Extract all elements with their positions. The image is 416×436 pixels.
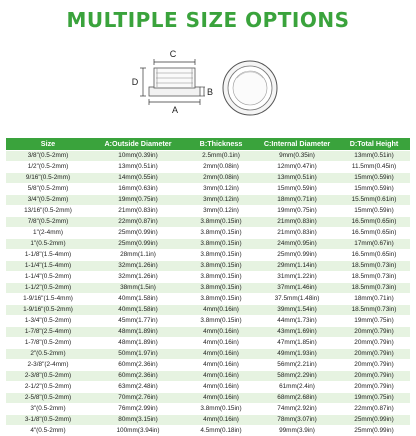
cell-outside-diameter: 22mm(0.87in): [90, 217, 186, 228]
cell-thickness: 2.5mm(0.1in): [186, 151, 256, 162]
cell-internal-diameter: 39mm(1.54in): [256, 305, 338, 316]
cell-outside-diameter: 100mm(3.94in): [90, 426, 186, 436]
cell-size: 1"(2-4mm): [6, 228, 90, 239]
cell-internal-diameter: 47mm(1.85in): [256, 338, 338, 349]
cell-thickness: 3mm(0.12in): [186, 206, 256, 217]
cell-total-height: 22mm(0.87in): [338, 404, 410, 415]
table-row: [6, 250, 410, 261]
cell-size: 2-5/8"(0.5-2mm): [6, 393, 90, 404]
cell-outside-diameter: 60mm(2.36in): [90, 360, 186, 371]
table-row: [6, 415, 410, 426]
table-row: [6, 272, 410, 283]
cell-size: 3-1/8"(0.5-2mm): [6, 415, 90, 426]
cell-total-height: 11.5mm(0.45in): [338, 162, 410, 173]
table-row: [6, 195, 410, 206]
cell-outside-diameter: 50mm(1.97in): [90, 349, 186, 360]
cell-outside-diameter: 38mm(1.5in): [90, 283, 186, 294]
cell-size: 1"(0.5-2mm): [6, 239, 90, 250]
cell-outside-diameter: 32mm(1.26in): [90, 261, 186, 272]
cell-thickness: 2mm(0.08in): [186, 162, 256, 173]
table-row: [6, 360, 410, 371]
cell-size: 2-3/8"(0.5-2mm): [6, 371, 90, 382]
cell-outside-diameter: 10mm(0.39in): [90, 151, 186, 162]
page-title: MULTIPLE SIZE OPTIONS: [0, 8, 416, 32]
table-row: [6, 426, 410, 436]
table-row: [6, 305, 410, 316]
cell-thickness: 3.8mm(0.15in): [186, 404, 256, 415]
cell-thickness: 4mm(0.16in): [186, 393, 256, 404]
cell-outside-diameter: 14mm(0.55in): [90, 173, 186, 184]
cell-outside-diameter: 45mm(1.77in): [90, 316, 186, 327]
cell-outside-diameter: 19mm(0.75in): [90, 195, 186, 206]
cell-size: 1-9/16"(1.5-4mm): [6, 294, 90, 305]
cell-internal-diameter: 21mm(0.83in): [256, 217, 338, 228]
table-row: [6, 239, 410, 250]
cell-outside-diameter: 48mm(1.89in): [90, 327, 186, 338]
table-row: [6, 393, 410, 404]
cell-internal-diameter: 37.5mm(1.48in): [256, 294, 338, 305]
cell-internal-diameter: 68mm(2.68in): [256, 393, 338, 404]
cell-internal-diameter: 74mm(2.92in): [256, 404, 338, 415]
cell-total-height: 18.5mm(0.73in): [338, 305, 410, 316]
table-row: [6, 162, 410, 173]
cell-thickness: 4mm(0.16in): [186, 371, 256, 382]
label-a: A: [172, 105, 178, 115]
cell-total-height: 20mm(0.79in): [338, 338, 410, 349]
cell-size: 2"(0.5-2mm): [6, 349, 90, 360]
cell-thickness: 3.8mm(0.15in): [186, 294, 256, 305]
cell-outside-diameter: 70mm(2.76in): [90, 393, 186, 404]
size-table: [6, 138, 410, 436]
cell-internal-diameter: 78mm(3.07in): [256, 415, 338, 426]
cell-size: 1-1/2"(0.5-2mm): [6, 283, 90, 294]
cell-total-height: 20mm(0.79in): [338, 382, 410, 393]
table-row: [6, 217, 410, 228]
cell-internal-diameter: 15mm(0.59in): [256, 184, 338, 195]
table-row: [6, 294, 410, 305]
cell-size: 5/8"(0.5-2mm): [6, 184, 90, 195]
cell-total-height: 16.5mm(0.65in): [338, 228, 410, 239]
cell-size: 1-1/4"(1.5-4mm): [6, 261, 90, 272]
cell-thickness: 3mm(0.12in): [186, 195, 256, 206]
cell-internal-diameter: 29mm(1.14in): [256, 261, 338, 272]
cell-outside-diameter: 80mm(3.15in): [90, 415, 186, 426]
header-outside-diameter: A:Outside Diameter: [90, 138, 186, 151]
cell-size: 3/8"(0.5-2mm): [6, 151, 90, 162]
cell-outside-diameter: 76mm(2.99in): [90, 404, 186, 415]
cell-total-height: 25mm(0.99in): [338, 415, 410, 426]
cell-thickness: 4.5mm(0.18in): [186, 426, 256, 436]
cell-total-height: 20mm(0.79in): [338, 371, 410, 382]
cell-outside-diameter: 16mm(0.63in): [90, 184, 186, 195]
label-c: C: [170, 49, 177, 59]
cell-size: 7/8"(0.5-2mm): [6, 217, 90, 228]
cell-total-height: 20mm(0.79in): [338, 360, 410, 371]
table-row: [6, 338, 410, 349]
cell-size: 3/4"(0.5-2mm): [6, 195, 90, 206]
cell-internal-diameter: 99mm(3.9in): [256, 426, 338, 436]
cell-internal-diameter: 56mm(2.21in): [256, 360, 338, 371]
cell-internal-diameter: 31mm(1.22in): [256, 272, 338, 283]
table-row: [6, 151, 410, 162]
cell-total-height: 18.5mm(0.73in): [338, 283, 410, 294]
cell-thickness: 3.8mm(0.15in): [186, 261, 256, 272]
cell-thickness: 4mm(0.16in): [186, 305, 256, 316]
cell-size: 1-1/4"(0.5-2mm): [6, 272, 90, 283]
label-b: B: [207, 87, 213, 97]
cell-size: 1-7/8"(0.5-2mm): [6, 338, 90, 349]
header-total-height: D:Total Height: [338, 138, 410, 151]
cell-internal-diameter: 43mm(1.69in): [256, 327, 338, 338]
cell-internal-diameter: 21mm(0.83in): [256, 228, 338, 239]
cell-thickness: 4mm(0.16in): [186, 360, 256, 371]
cell-thickness: 4mm(0.16in): [186, 327, 256, 338]
cell-total-height: 13mm(0.51in): [338, 151, 410, 162]
cell-total-height: 18.5mm(0.73in): [338, 261, 410, 272]
table-header: [6, 138, 410, 151]
cell-size: 9/16"(0.5-2mm): [6, 173, 90, 184]
cell-outside-diameter: 25mm(0.99in): [90, 239, 186, 250]
cell-total-height: 15mm(0.59in): [338, 206, 410, 217]
cell-thickness: 4mm(0.16in): [186, 382, 256, 393]
cell-internal-diameter: 13mm(0.51in): [256, 173, 338, 184]
cell-internal-diameter: 37mm(1.46in): [256, 283, 338, 294]
cell-size: 4"(0.5-2mm): [6, 426, 90, 436]
cell-outside-diameter: 28mm(1.1in): [90, 250, 186, 261]
cell-thickness: 4mm(0.16in): [186, 415, 256, 426]
cell-size: 1-9/16"(0.5-2mm): [6, 305, 90, 316]
table-row: [6, 382, 410, 393]
top-view-ring: [223, 61, 277, 115]
cell-outside-diameter: 40mm(1.58in): [90, 305, 186, 316]
cell-thickness: 3.8mm(0.15in): [186, 272, 256, 283]
cell-thickness: 3.8mm(0.15in): [186, 228, 256, 239]
cell-internal-diameter: 19mm(0.75in): [256, 206, 338, 217]
cell-thickness: 3.8mm(0.15in): [186, 283, 256, 294]
cell-total-height: 15mm(0.59in): [338, 173, 410, 184]
table-row: [6, 404, 410, 415]
cell-size: 13/16"(0.5-2mm): [6, 206, 90, 217]
header-thickness: B:Thickness: [186, 138, 256, 151]
cell-thickness: 3.8mm(0.15in): [186, 316, 256, 327]
label-d: D: [132, 77, 139, 87]
cell-internal-diameter: 44mm(1.73in): [256, 316, 338, 327]
cell-outside-diameter: 21mm(0.83in): [90, 206, 186, 217]
table-row: [6, 228, 410, 239]
table-row: [6, 316, 410, 327]
cell-total-height: 15.5mm(0.61in): [338, 195, 410, 206]
table-row: [6, 371, 410, 382]
table-row: [6, 349, 410, 360]
cell-size: 2-1/2"(0.5-2mm): [6, 382, 90, 393]
cell-total-height: 16.5mm(0.65in): [338, 250, 410, 261]
cell-size: 2-3/8"(2-4mm): [6, 360, 90, 371]
cell-internal-diameter: 61mm(2.4in): [256, 382, 338, 393]
cell-thickness: 4mm(0.16in): [186, 349, 256, 360]
table-row: [6, 283, 410, 294]
cell-total-height: 19mm(0.75in): [338, 393, 410, 404]
cell-internal-diameter: 24mm(0.95in): [256, 239, 338, 250]
cell-total-height: 25mm(0.99in): [338, 426, 410, 436]
cell-outside-diameter: 25mm(0.99in): [90, 228, 186, 239]
cell-internal-diameter: 49mm(1.93in): [256, 349, 338, 360]
cell-thickness: 4mm(0.16in): [186, 338, 256, 349]
cell-internal-diameter: 18mm(0.71in): [256, 195, 338, 206]
cell-size: 3"(0.5-2mm): [6, 404, 90, 415]
cell-total-height: 17mm(0.67in): [338, 239, 410, 250]
header-internal-diameter: C:Internal Diameter: [256, 138, 338, 151]
cell-thickness: 3mm(0.12in): [186, 184, 256, 195]
cell-size: 1-3/4"(0.5-2mm): [6, 316, 90, 327]
cell-total-height: 18mm(0.71in): [338, 294, 410, 305]
cell-total-height: 15mm(0.59in): [338, 184, 410, 195]
cell-outside-diameter: 32mm(1.26in): [90, 272, 186, 283]
table-body: [6, 151, 410, 436]
table-row: [6, 184, 410, 195]
cell-thickness: 2mm(0.08in): [186, 173, 256, 184]
cell-total-height: 18.5mm(0.73in): [338, 272, 410, 283]
cell-size: 1/2"(0.5-2mm): [6, 162, 90, 173]
cell-size: 1-1/8"(1.5-4mm): [6, 250, 90, 261]
cell-outside-diameter: 48mm(1.89in): [90, 338, 186, 349]
cell-total-height: 20mm(0.79in): [338, 349, 410, 360]
cell-outside-diameter: 60mm(2.36in): [90, 371, 186, 382]
table-row: [6, 206, 410, 217]
cell-internal-diameter: 12mm(0.47in): [256, 162, 338, 173]
cell-internal-diameter: 58mm(2.29in): [256, 371, 338, 382]
cell-thickness: 3.8mm(0.15in): [186, 250, 256, 261]
header-row: [6, 138, 410, 151]
cell-outside-diameter: 63mm(2.48in): [90, 382, 186, 393]
cell-total-height: 19mm(0.75in): [338, 316, 410, 327]
cell-total-height: 20mm(0.79in): [338, 327, 410, 338]
cell-outside-diameter: 40mm(1.58in): [90, 294, 186, 305]
cell-thickness: 3.8mm(0.15in): [186, 239, 256, 250]
cell-total-height: 16.5mm(0.65in): [338, 217, 410, 228]
cell-internal-diameter: 25mm(0.99in): [256, 250, 338, 261]
table-row: [6, 173, 410, 184]
cell-size: 1-7/8"(2.5-4mm): [6, 327, 90, 338]
cell-internal-diameter: 9mm(0.35in): [256, 151, 338, 162]
cell-thickness: 3.8mm(0.15in): [186, 217, 256, 228]
side-view: [132, 49, 213, 115]
table-row: [6, 261, 410, 272]
dimension-diagram: [0, 40, 416, 140]
cell-outside-diameter: 13mm(0.51in): [90, 162, 186, 173]
table-row: [6, 327, 410, 338]
header-size: Size: [6, 138, 90, 151]
